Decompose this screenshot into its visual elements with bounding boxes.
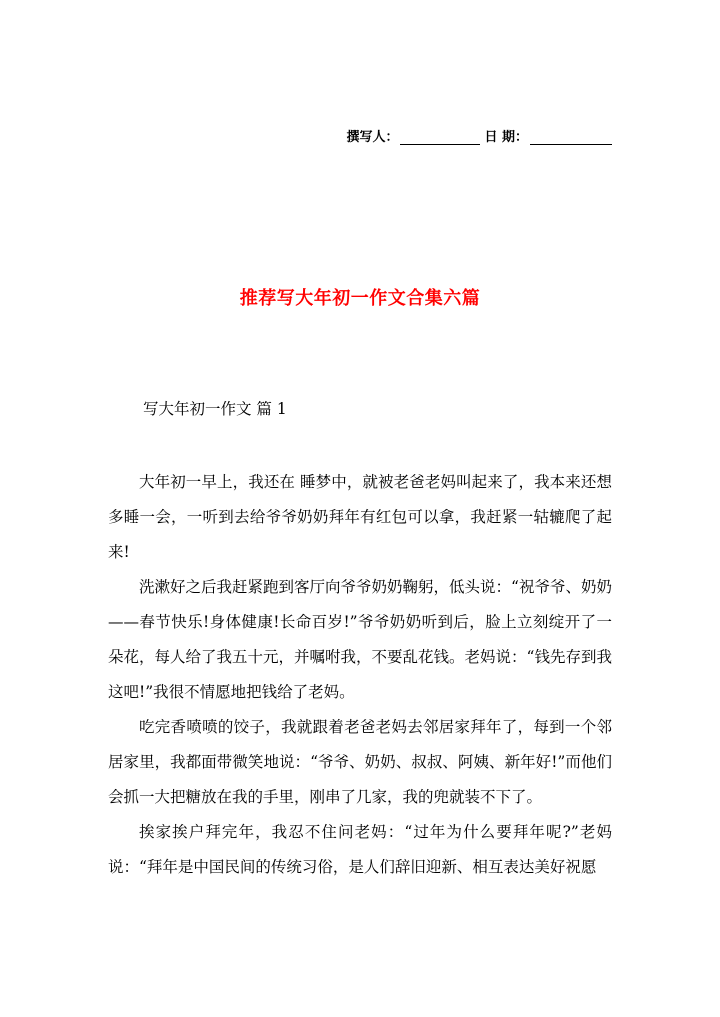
paragraph: 洗漱好之后我赶紧跑到客厅向爷爷奶奶鞠躬，低头说：“祝爷爷、奶奶——春节快乐!身体健康!长命百岁!”爷爷奶奶听到后，脸上立刻绽开了一朵花，每人给了我五十元，并嘱咐我，不要乱花钱。老妈说：“钱先存到我这吧!”我很不情愿地把钱给了老妈。 [108, 578, 612, 701]
document-body [108, 465, 612, 885]
date-label: 日 期： [484, 130, 528, 145]
section-heading: 写大年初一作文 篇 1 [143, 400, 287, 418]
author-blank-line [400, 130, 480, 145]
date-blank-line [530, 130, 612, 145]
paragraph: 挨家挨户拜完年，我忍不住问老妈：“过年为什么要拜年呢?”老妈说：“拜年是中国民间的传统习俗，是人们辞旧迎新、相互表达美好祝愿 [108, 823, 612, 876]
paragraph: 吃完香喷喷的饺子，我就跟着老爸老妈去邻居家拜年了，每到一个邻居家里，我都面带微笑地说：“爷爷、奶奶、叔叔、阿姨、新年好!”而他们会抓一大把糖放在我的手里，刚串了几家，我的兜就装不下了。 [108, 718, 612, 806]
header-fields [346, 126, 612, 145]
paragraph: 大年初一早上，我还在 睡梦中，就被老爸老妈叫起来了，我本来还想多睡一会，一听到去给爷爷奶奶拜年有红包可以拿，我赶紧一轱辘爬了起来! [108, 473, 612, 561]
author-label: 撰写人： [346, 130, 399, 145]
document-title: 推荐写大年初一作文合集六篇 [239, 288, 481, 309]
